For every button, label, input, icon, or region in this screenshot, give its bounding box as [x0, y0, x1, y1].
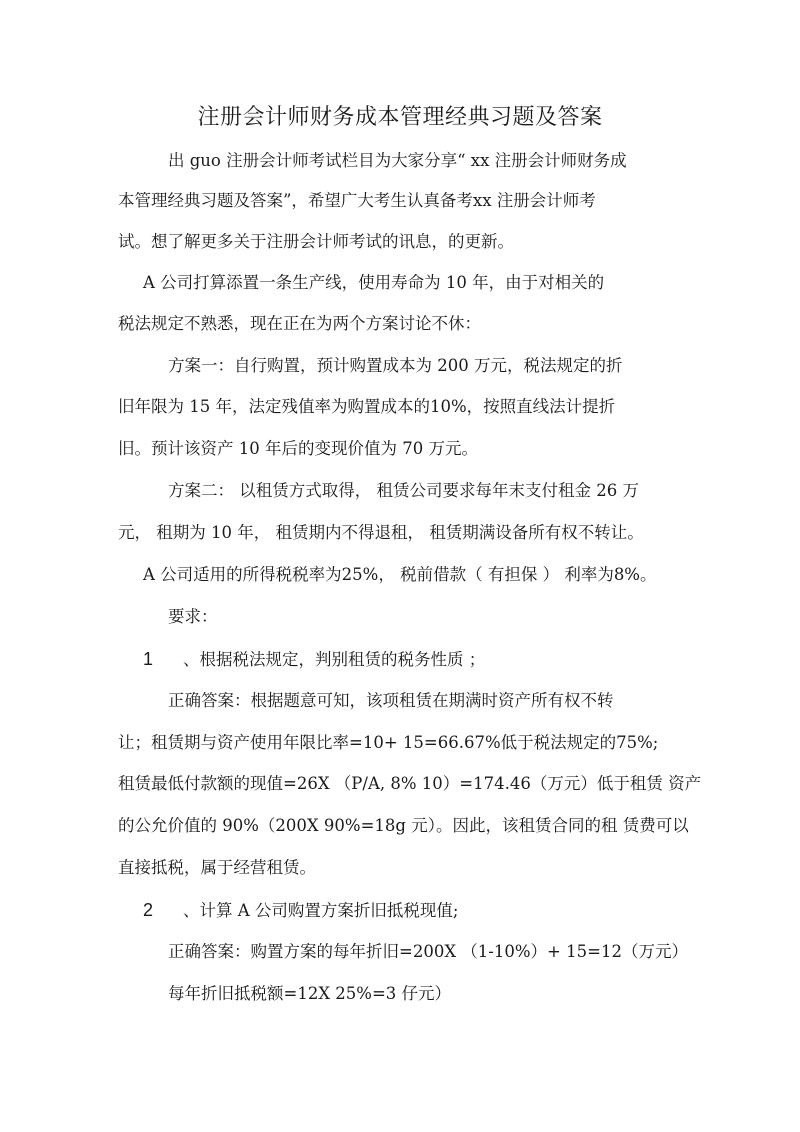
- intro-line-2: 本管理经典习题及答案”，希望广大考生认真备考xx 注册会计师考: [118, 191, 596, 210]
- plan2-line-2: 元， 租期为 10 年， 租赁期内不得退租， 租赁期满设备所有权不转让。: [118, 523, 644, 542]
- answer-2-line-2: 每年折旧抵税额=12X 25%=3 仔元）: [168, 984, 452, 1003]
- tax-rate-line: A 公司适用的所得税税率为25%， 税前借款（ 有担保 ） 利率为8%。: [143, 565, 657, 584]
- answer-1-line-2: 让；租赁期与资产使用年限比率=10+ 15=66.67%低于税法规定的75%;: [118, 733, 659, 752]
- answer-2-line-1: 正确答案：购置方案的每年折旧=200X （1-10%）+ 15=12（万元）: [168, 942, 688, 961]
- intro-line-3: 试。想了解更多关于注册会计师考试的讯息，的更新。: [118, 232, 514, 251]
- intro-line-1: 出 guo 注册会计师考试栏目为大家分享“ xx 注册会计师财务成: [168, 151, 627, 170]
- question-2: [143, 899, 458, 922]
- plan1-line-2: 旧年限为 15 年，法定残值率为购置成本的10%，按照直线法计提折: [118, 397, 616, 416]
- question-2-text: 、计算 A 公司购置方案折旧抵税现值;: [183, 901, 459, 920]
- case-line-1: A 公司打算添置一条生产线，使用寿命为 10 年，由于对相关的: [143, 273, 605, 292]
- requirements-label: 要求：: [168, 607, 218, 626]
- answer-1-line-4: 的公允价值的 90%（200X 90%=18g 元）。因此，该租赁合同的租 赁费可以: [118, 816, 689, 835]
- answer-1-line-1: 正确答案：根据题意可知，该项租赁在期满时资产所有权不转: [168, 691, 614, 710]
- question-1-number: 1: [143, 649, 154, 669]
- question-2-number: 2: [143, 900, 154, 920]
- case-line-2: 税法规定不熟悉，现在正在为两个方案讨论不休：: [118, 314, 481, 333]
- plan1-line-3: 旧。预计该资产 10 年后的变现价值为 70 万元。: [118, 439, 478, 458]
- question-1: [143, 648, 485, 671]
- document-title: 注册会计师财务成本管理经典习题及答案: [197, 105, 603, 130]
- answer-1-line-5: 直接抵税，属于经营租赁。: [118, 858, 316, 877]
- question-1-text: 、根据税法规定，判别租赁的税务性质 ；: [183, 650, 486, 669]
- plan2-line-1: 方案二： 以租赁方式取得， 租赁公司要求每年末支付租金 26 万: [168, 481, 639, 500]
- plan1-line-1: 方案一：自行购置，预计购置成本为 200 万元，税法规定的折: [168, 356, 623, 375]
- answer-1-line-3: 租赁最低付款额的现值=26X （P/A, 8% 10）=174.46（万元）低于租赁 资产: [118, 774, 702, 793]
